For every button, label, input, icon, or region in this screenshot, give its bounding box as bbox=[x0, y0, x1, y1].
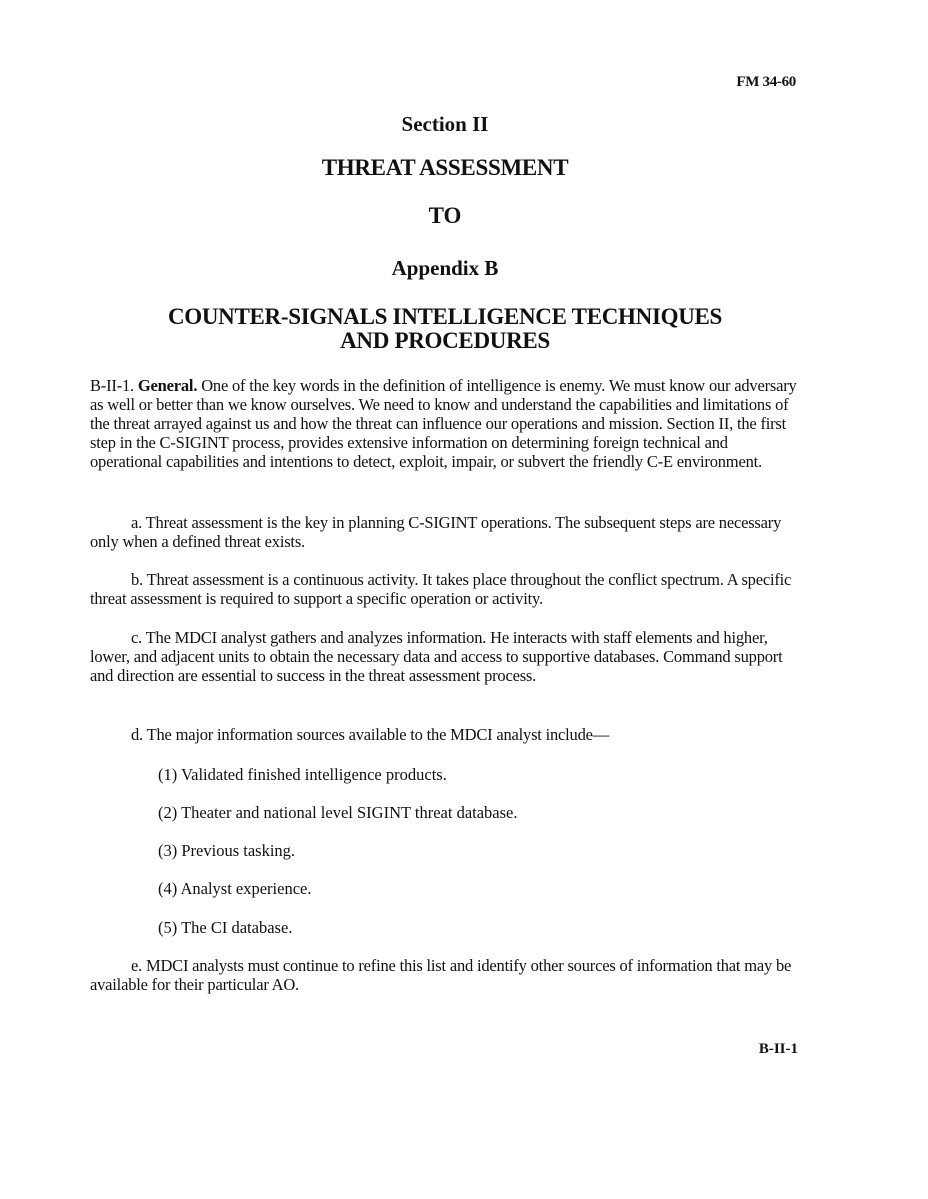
appendix-label: Appendix B bbox=[391, 256, 499, 280]
paragraph-c: c. The MDCI analyst gathers and analyzes information. He interacts with staff elements and higher, lower, and adjacent units to obtain the necessary data and access to supportive databases. Command support and direction are essential to success in the threat assessment process. bbox=[90, 628, 783, 685]
page-number: B-II-1 bbox=[758, 1041, 798, 1057]
paragraph-e: e. MDCI analysts must continue to refine this list and identify other sources of information that may be available for their particular AO. bbox=[90, 956, 792, 994]
page-title: THREAT ASSESSMENT bbox=[321, 155, 569, 180]
paragraph-a: a. Threat assessment is the key in planning C-SIGINT operations. The subsequent steps are necessary only when a defined threat exists. bbox=[90, 513, 782, 551]
list-item: (5) The CI database. bbox=[158, 918, 293, 937]
paragraph-b: b. Threat assessment is a continuous activity. It takes place throughout the conflict spectrum. A specific threat assessment is required to support a specific operation or activity. bbox=[90, 570, 792, 608]
paragraph-text: One of the key words in the definition of intelligence is enemy. We must know our adversary as well or better than we know ourselves. We need to know and understand the capabilities and limitations of the threat arrayed against us and how the threat can influence our operations and mission. Section II, the first step in the C-SIGINT process, provides extensive information on determining foreign technical and operational capabilities and intentions to detect, exploit, impair, or subvert the friendly C-E environment. bbox=[90, 376, 797, 471]
list-item: (4) Analyst experience. bbox=[158, 879, 312, 898]
document-id: FM 34-60 bbox=[736, 74, 796, 90]
paragraph-d: d. The major information sources available to the MDCI analyst include— bbox=[131, 725, 610, 744]
list-item: (2) Theater and national level SIGINT threat database. bbox=[158, 803, 518, 822]
general-paragraph bbox=[90, 376, 802, 471]
appendix-title: COUNTER-SIGNALS INTELLIGENCE TECHNIQUES AND PROCEDURES bbox=[167, 304, 723, 353]
paragraph-number: B-II-1. bbox=[90, 376, 134, 395]
title-connector: TO bbox=[428, 203, 462, 228]
section-label: Section II bbox=[401, 112, 489, 136]
list-item: (1) Validated finished intelligence products. bbox=[158, 765, 447, 784]
list-item: (3) Previous tasking. bbox=[158, 841, 296, 860]
paragraph-heading: General. bbox=[137, 376, 198, 395]
